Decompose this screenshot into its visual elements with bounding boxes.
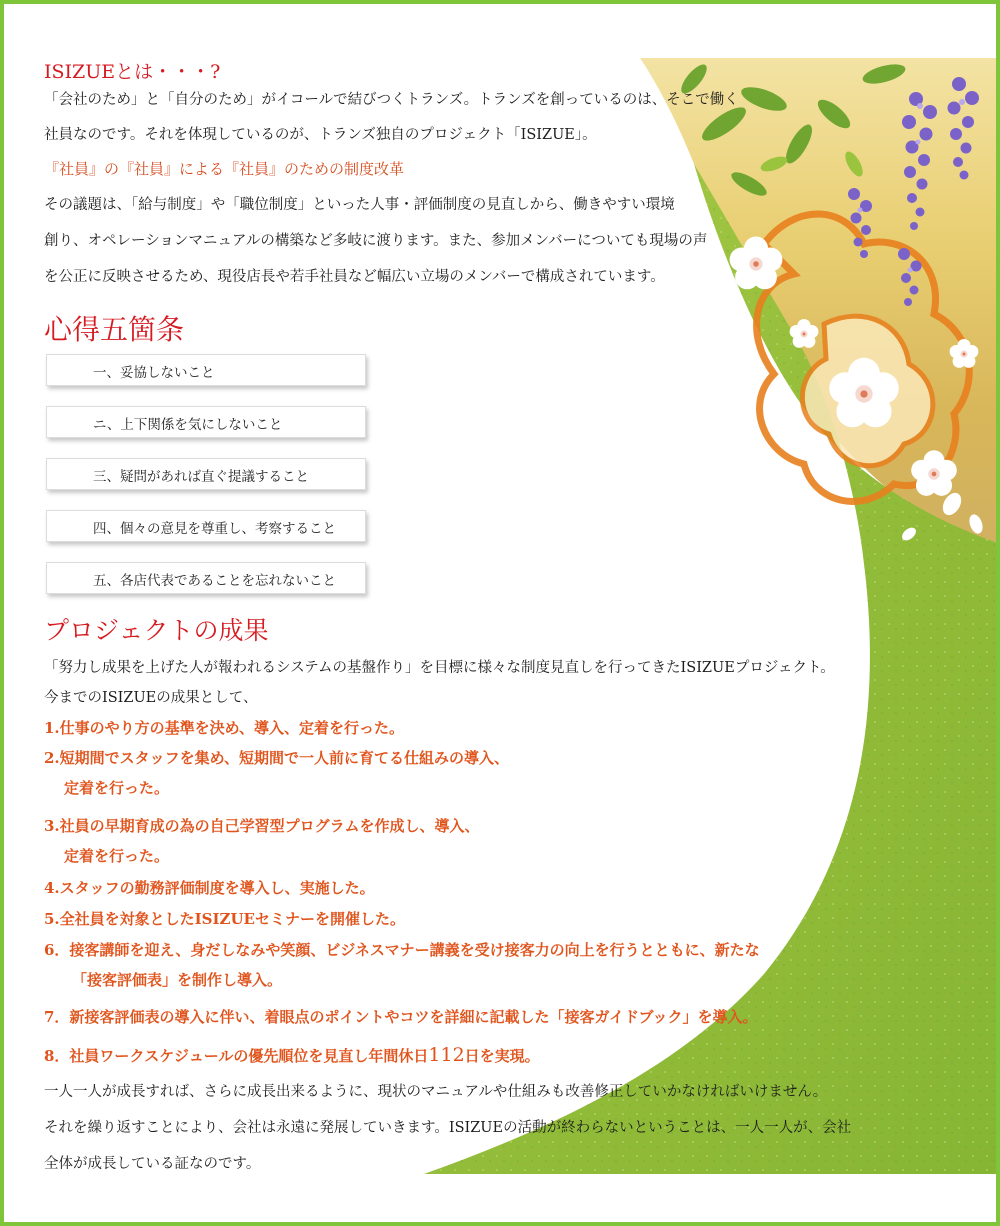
achievement-2: 2.短期間でスタッフを集め、短期間で一人前に育てる仕組みの導入、 [44, 749, 510, 767]
achievement-8 [44, 1045, 540, 1066]
principle-label: ニ、上下関係を気にしないこと [93, 417, 283, 433]
closing-line-3: 全体が成長している証なのです。 [44, 1156, 261, 1172]
achievement-6-cont: 「接客評価表」を制作し導入。 [72, 971, 283, 989]
principle-box-2 [46, 406, 366, 438]
principle-label: 一、妥協しないこと [93, 365, 215, 381]
achievement-8-prefix: 8．社員ワークスケジュールの優先順位を見直し年間休日 [44, 1047, 429, 1065]
achievement-5: 5.全社員を対象としたISIZUEセミナーを開催した。 [44, 910, 405, 928]
achievement-6: 6．接客講師を迎え、身だしなみや笑顔、ビジネスマナー講義を受け接客力の向上を行うとともに、新たな [44, 941, 760, 959]
principle-box-1 [46, 354, 366, 386]
closing-line-2: それを繰り返すことにより、会社は永遠に発展していきます。ISIZUEの活動が終わらないということは、一人一人が、会社 [44, 1120, 852, 1136]
reform-line-2: 創り、オペレーションマニュアルの構築など多岐に渡ります。また、参加メンバーについても現場の声 [44, 233, 708, 249]
principle-label: 四、個々の意見を尊重し、考察すること [93, 521, 336, 537]
achievement-3: 3.社員の早期育成の為の自己学習型プログラムを作成し、導入、 [44, 817, 480, 835]
principle-box-5 [46, 562, 366, 594]
achievement-8-suffix: 日を実現。 [464, 1047, 540, 1065]
reform-heading: 『社員』の『社員』による『社員』のための制度改革 [44, 160, 405, 178]
principles-heading: 心得五箇条 [44, 313, 185, 346]
principle-label: 五、各店代表であることを忘れないこと [93, 573, 336, 589]
holiday-count: 112 [428, 1044, 465, 1066]
achievement-3-cont: 定着を行った。 [64, 847, 170, 865]
results-intro-2: 今までのISIZUEの成果として、 [44, 690, 258, 706]
page-content [4, 4, 1000, 1226]
principle-box-3 [46, 458, 366, 490]
achievement-7: 7．新接客評価表の導入に伴い、着眼点のポイントやコツを詳細に記載した「接客ガイドブック」を導入。 [44, 1008, 758, 1026]
intro-heading: ISIZUEとは・・・? [44, 61, 221, 83]
results-heading: プロジェクトの成果 [44, 616, 269, 645]
closing-line-1: 一人一人が成長すれば、さらに成長出来るように、現状のマニュアルや仕組みも改善修正していかなければいけません。 [44, 1084, 828, 1100]
intro-line-1: 「会社のため」と「自分のため」がイコールで結びつくトランズ。トランズを創っているのは、そこで働く [44, 92, 739, 108]
results-intro-1: 「努力し成果を上げた人が報われるシステムの基盤作り」を目標に様々な制度見直しを行ってきたISIZUEプロジェクト。 [44, 660, 835, 676]
principle-label: 三、疑問があれば直ぐ提議すること [93, 469, 309, 485]
reform-line-1: その議題は、「給与制度」や「職位制度」といった人事・評価制度の見直しから、働きやすい環境 [44, 197, 675, 213]
intro-line-2: 社員なのです。それを体現しているのが、トランズ独自のプロジェクト「ISIZUE」。 [44, 127, 597, 143]
achievement-4: 4.スタッフの勤務評価制度を導入し、実施した。 [44, 879, 375, 897]
principle-box-4 [46, 510, 366, 542]
achievement-2-cont: 定着を行った。 [64, 779, 170, 797]
reform-line-3: を公正に反映させるため、現役店長や若手社員など幅広い立場のメンバーで構成されています。 [44, 269, 665, 285]
achievement-1: 1.仕事のやり方の基準を決め、導入、定着を行った。 [44, 719, 405, 737]
